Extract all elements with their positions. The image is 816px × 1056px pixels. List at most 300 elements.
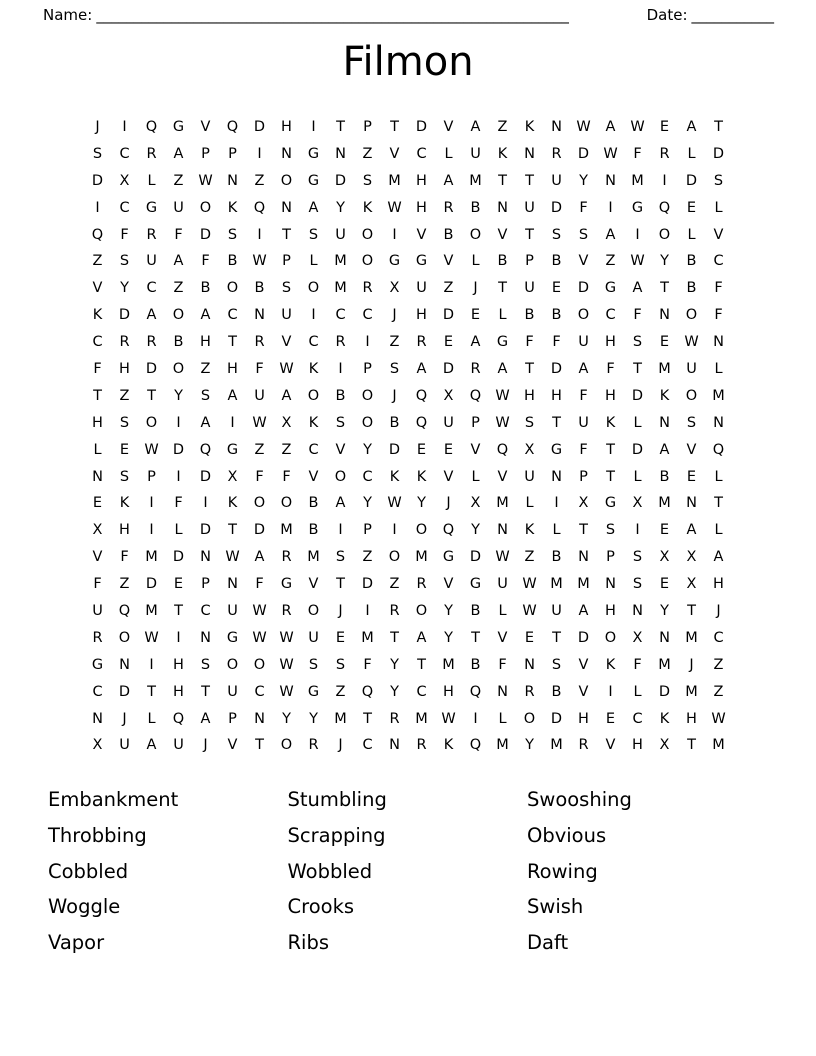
grid-letter: I: [176, 629, 181, 646]
grid-letter: R: [335, 334, 346, 351]
grid-letter: R: [119, 334, 130, 351]
grid-letter: M: [685, 683, 698, 700]
grid-letter: H: [605, 334, 616, 351]
grid-letter: W: [711, 710, 726, 727]
grid-letter: N: [551, 468, 562, 485]
grid-letter: D: [91, 172, 104, 189]
grid-letter: G: [496, 334, 509, 351]
grid-letter: C: [227, 307, 238, 324]
grid-letter: L: [687, 226, 696, 243]
grid-letter: C: [632, 710, 643, 727]
grid-letter: J: [122, 710, 127, 727]
grid-letter: S: [200, 387, 211, 404]
grid-letter: U: [524, 468, 535, 485]
grid-letter: P: [579, 468, 588, 485]
grid-letter: Y: [525, 737, 534, 754]
grid-letter: X: [227, 468, 238, 485]
grid-letter: A: [254, 549, 265, 566]
grid-letter: V: [443, 253, 454, 270]
grid-letter: Y: [444, 603, 453, 620]
grid-letter: I: [203, 495, 208, 512]
grid-letter: U: [227, 683, 238, 700]
grid-letter: A: [146, 737, 157, 754]
grid-letter: W: [630, 119, 645, 135]
grid-letter: F: [552, 334, 561, 351]
grid-letter: D: [415, 119, 428, 135]
grid-letter: M: [712, 737, 725, 754]
grid-letter: M: [685, 629, 698, 646]
grid-letter: N: [713, 414, 724, 431]
date-label: Date:: [646, 6, 688, 24]
grid-letter: B: [686, 280, 697, 297]
grid-letter: M: [658, 361, 671, 378]
grid-letter: Y: [120, 280, 129, 297]
grid-letter: H: [119, 361, 130, 378]
grid-letter: R: [578, 737, 589, 754]
grid-letter: W: [387, 199, 402, 216]
grid-letter: A: [200, 710, 211, 727]
grid-letter: M: [145, 549, 158, 566]
grid-letter: W: [144, 629, 159, 646]
grid-letter: Q: [199, 441, 212, 458]
grid-letter: R: [389, 603, 400, 620]
name-label: Name:: [43, 6, 93, 24]
grid-letter: Z: [335, 683, 346, 700]
grid-letter: U: [146, 253, 157, 270]
grid-letter: A: [497, 361, 508, 378]
grid-letter: M: [361, 629, 374, 646]
grid-row: [84, 302, 732, 329]
grid-letter: V: [497, 629, 508, 646]
word-item: Throbbing: [48, 824, 147, 848]
grid-row: [84, 625, 732, 652]
grid-letter: R: [659, 145, 670, 162]
grid-letter: T: [525, 361, 534, 378]
grid-letter: T: [255, 737, 264, 754]
grid-letter: Y: [309, 710, 318, 727]
grid-letter: J: [716, 603, 721, 620]
word-item: Vapor: [48, 931, 105, 955]
grid-letter: T: [336, 119, 345, 135]
grid-letter: T: [147, 387, 156, 404]
word-item: Stumbling: [287, 788, 387, 812]
grid-letter: N: [200, 629, 211, 646]
grid-letter: D: [118, 307, 131, 324]
grid-letter: Q: [415, 414, 428, 431]
grid-letter: Y: [390, 683, 399, 700]
grid-letter: C: [713, 253, 724, 270]
grid-letter: W: [495, 549, 510, 566]
grid-letter: A: [416, 361, 427, 378]
grid-letter: M: [496, 737, 509, 754]
grid-letter: G: [631, 199, 644, 216]
grid-letter: X: [281, 414, 292, 431]
grid-letter: S: [605, 522, 616, 539]
grid-letter: E: [659, 522, 670, 539]
word-grid: [84, 114, 732, 759]
grid-letter: J: [392, 307, 397, 324]
grid-letter: U: [254, 387, 265, 404]
grid-letter: P: [228, 145, 237, 162]
grid-letter: G: [604, 495, 617, 512]
grid-letter: Y: [417, 495, 426, 512]
grid-letter: M: [577, 576, 590, 593]
grid-letter: T: [498, 172, 507, 189]
grid-letter: Q: [712, 441, 725, 458]
grid-letter: O: [361, 253, 374, 270]
grid-letter: E: [173, 576, 184, 593]
grid-letter: V: [281, 334, 292, 351]
grid-letter: L: [498, 603, 507, 620]
grid-letter: L: [552, 522, 561, 539]
grid-letter: O: [307, 387, 320, 404]
grid-letter: M: [712, 387, 725, 404]
grid-letter: F: [714, 280, 723, 297]
grid-letter: D: [631, 387, 644, 404]
grid-letter: S: [632, 576, 643, 593]
grid-letter: Q: [91, 226, 104, 243]
grid-letter: B: [254, 280, 265, 297]
grid-letter: B: [470, 603, 481, 620]
grid-letter: Q: [118, 603, 131, 620]
grid-letter: G: [172, 119, 185, 135]
grid-letter: L: [147, 710, 156, 727]
grid-letter: I: [392, 522, 397, 539]
grid-letter: M: [334, 280, 347, 297]
grid-letter: U: [524, 199, 535, 216]
grid-letter: H: [173, 683, 184, 700]
grid-letter: S: [551, 226, 562, 243]
grid-letter: G: [415, 253, 428, 270]
grid-letter: S: [200, 656, 211, 673]
grid-letter: W: [279, 361, 294, 378]
grid-letter: R: [308, 737, 319, 754]
grid-letter: O: [361, 226, 374, 243]
grid-letter: H: [281, 119, 292, 135]
grid-letter: I: [257, 226, 262, 243]
grid-letter: W: [603, 145, 618, 162]
grid-letter: P: [201, 576, 210, 593]
grid-letter: B: [335, 387, 346, 404]
grid-letter: D: [658, 683, 671, 700]
grid-letter: G: [307, 172, 320, 189]
grid-letter: M: [388, 172, 401, 189]
grid-letter: Z: [443, 280, 454, 297]
grid-letter: A: [335, 495, 346, 512]
grid-letter: T: [174, 603, 183, 620]
grid-letter: P: [201, 145, 210, 162]
grid-letter: O: [253, 495, 266, 512]
grid-letter: E: [335, 629, 346, 646]
grid-row: [84, 437, 732, 464]
grid-letter: I: [662, 172, 667, 189]
grid-letter: Y: [579, 172, 588, 189]
grid-letter: N: [254, 307, 265, 324]
grid-letter: O: [361, 387, 374, 404]
grid-letter: F: [579, 387, 588, 404]
grid-letter: B: [470, 199, 481, 216]
word-list: [48, 782, 816, 961]
grid-letter: G: [388, 253, 401, 270]
grid-letter: M: [550, 576, 563, 593]
grid-row: [84, 544, 732, 571]
grid-letter: V: [497, 468, 508, 485]
grid-letter: O: [685, 387, 698, 404]
grid-letter: K: [227, 199, 238, 216]
grid-letter: U: [578, 334, 589, 351]
grid-letter: D: [253, 522, 266, 539]
grid-letter: V: [578, 683, 589, 700]
grid-letter: J: [392, 387, 397, 404]
word-item: Wobbled: [287, 859, 373, 883]
grid-letter: W: [495, 387, 510, 404]
grid-letter: F: [633, 307, 642, 324]
grid-letter: Q: [361, 683, 374, 700]
grid-letter: M: [496, 495, 509, 512]
grid-letter: Z: [389, 576, 400, 593]
grid-letter: X: [524, 441, 535, 458]
grid-letter: M: [307, 549, 320, 566]
grid-letter: H: [173, 656, 184, 673]
grid-letter: O: [280, 737, 293, 754]
grid-letter: Z: [362, 145, 373, 162]
grid-letter: S: [119, 468, 130, 485]
grid-letter: T: [552, 414, 561, 431]
grid-letter: E: [659, 119, 670, 135]
grid-letter: X: [659, 549, 670, 566]
grid-letter: A: [578, 603, 589, 620]
grid-letter: R: [551, 145, 562, 162]
grid-letter: W: [198, 172, 213, 189]
grid-letter: D: [118, 683, 131, 700]
grid-row: [84, 383, 732, 410]
grid-letter: K: [92, 307, 103, 324]
grid-letter: R: [281, 603, 292, 620]
grid-letter: U: [551, 172, 562, 189]
grid-letter: W: [279, 683, 294, 700]
grid-letter: Z: [173, 172, 184, 189]
grid-row: [84, 195, 732, 222]
grid-letter: A: [632, 280, 643, 297]
grid-letter: U: [173, 737, 184, 754]
grid-letter: L: [687, 145, 696, 162]
grid-letter: X: [119, 172, 130, 189]
grid-letter: U: [578, 414, 589, 431]
grid-row: [84, 168, 732, 195]
grid-letter: S: [281, 280, 292, 297]
grid-letter: K: [605, 656, 616, 673]
grid-letter: M: [280, 522, 293, 539]
grid-letter: T: [687, 737, 696, 754]
grid-letter: H: [416, 307, 427, 324]
grid-letter: H: [524, 387, 535, 404]
grid-letter: E: [443, 441, 454, 458]
grid-letter: P: [228, 710, 237, 727]
grid-letter: T: [417, 656, 426, 673]
grid-letter: Y: [444, 629, 453, 646]
word-item: Swooshing: [527, 788, 632, 812]
grid-letter: S: [551, 656, 562, 673]
grid-letter: O: [685, 307, 698, 324]
grid-letter: S: [308, 656, 319, 673]
grid-letter: L: [714, 522, 723, 539]
grid-letter: O: [280, 495, 293, 512]
grid-letter: C: [713, 629, 724, 646]
grid-letter: Q: [469, 737, 482, 754]
grid-letter: X: [470, 495, 481, 512]
grid-letter: N: [605, 172, 616, 189]
grid-letter: Y: [282, 710, 291, 727]
grid-letter: N: [632, 603, 643, 620]
grid-letter: S: [686, 414, 697, 431]
grid-letter: I: [149, 656, 154, 673]
grid-letter: U: [173, 199, 184, 216]
grid-letter: F: [174, 226, 183, 243]
grid-letter: R: [362, 280, 373, 297]
grid-letter: T: [282, 226, 291, 243]
grid-letter: I: [365, 334, 370, 351]
grid-letter: L: [174, 522, 183, 539]
grid-letter: C: [362, 468, 373, 485]
grid-letter: M: [658, 656, 671, 673]
grid-letter: N: [335, 145, 346, 162]
grid-letter: R: [146, 145, 157, 162]
grid-letter: P: [606, 549, 615, 566]
grid-letter: S: [92, 145, 103, 162]
grid-letter: W: [252, 629, 267, 646]
grid-letter: R: [416, 334, 427, 351]
grid-letter: V: [686, 441, 697, 458]
puzzle-title: Filmon: [342, 39, 474, 85]
grid-letter: M: [658, 495, 671, 512]
grid-letter: F: [714, 307, 723, 324]
grid-letter: P: [525, 253, 534, 270]
grid-row: [84, 141, 732, 168]
grid-letter: T: [525, 172, 534, 189]
grid-letter: F: [255, 361, 264, 378]
grid-letter: N: [281, 199, 292, 216]
grid-letter: A: [686, 119, 697, 135]
grid-letter: G: [226, 441, 239, 458]
grid-letter: O: [307, 280, 320, 297]
grid-letter: R: [416, 737, 427, 754]
grid-letter: R: [146, 226, 157, 243]
grid-letter: D: [577, 629, 590, 646]
grid-letter: E: [659, 334, 670, 351]
grid-letter: G: [442, 549, 455, 566]
grid-letter: I: [608, 683, 613, 700]
grid-letter: W: [144, 441, 159, 458]
grid-letter: D: [145, 576, 158, 593]
grid-letter: Y: [660, 603, 669, 620]
grid-letter: A: [173, 145, 184, 162]
grid-letter: N: [605, 576, 616, 593]
grid-letter: A: [227, 387, 238, 404]
grid-letter: B: [659, 468, 670, 485]
grid-letter: D: [577, 280, 590, 297]
grid-letter: I: [176, 468, 181, 485]
grid-letter: Z: [605, 253, 616, 270]
grid-letter: R: [470, 361, 481, 378]
grid-letter: X: [578, 495, 589, 512]
grid-row: [84, 652, 732, 679]
grid-letter: L: [498, 710, 507, 727]
grid-letter: D: [550, 361, 563, 378]
grid-letter: Z: [254, 172, 265, 189]
grid-letter: O: [523, 710, 536, 727]
grid-letter: Z: [254, 441, 265, 458]
grid-letter: V: [200, 119, 211, 135]
grid-letter: F: [120, 549, 129, 566]
grid-letter: A: [578, 361, 589, 378]
grid-letter: T: [363, 710, 372, 727]
name-field: [43, 5, 569, 25]
grid-letter: L: [714, 361, 723, 378]
grid-letter: A: [713, 549, 724, 566]
grid-letter: I: [176, 414, 181, 431]
grid-letter: K: [362, 199, 373, 216]
word-column: [288, 782, 528, 961]
grid-letter: K: [524, 522, 535, 539]
grid-letter: C: [362, 737, 373, 754]
grid-letter: F: [255, 468, 264, 485]
grid-letter: D: [172, 441, 185, 458]
grid-letter: N: [281, 145, 292, 162]
grid-letter: S: [308, 226, 319, 243]
grid-letter: V: [389, 145, 400, 162]
word-item: Obvious: [527, 824, 607, 848]
grid-letter: H: [443, 683, 454, 700]
grid-row: [84, 706, 732, 733]
grid-letter: F: [363, 656, 372, 673]
grid-letter: L: [633, 468, 642, 485]
grid-letter: A: [308, 199, 319, 216]
grid-letter: F: [579, 441, 588, 458]
grid-letter: V: [227, 737, 238, 754]
grid-letter: T: [390, 629, 399, 646]
grid-letter: B: [227, 253, 238, 270]
grid-letter: U: [119, 737, 130, 754]
grid-letter: Y: [471, 522, 480, 539]
grid-row: [84, 410, 732, 437]
grid-letter: J: [689, 656, 694, 673]
grid-letter: O: [280, 172, 293, 189]
grid-letter: H: [416, 199, 427, 216]
grid-letter: Q: [172, 710, 185, 727]
worksheet-header: [0, 0, 816, 25]
grid-letter: H: [605, 387, 616, 404]
grid-letter: Z: [713, 656, 724, 673]
grid-letter: N: [497, 522, 508, 539]
date-field: [647, 5, 774, 25]
grid-letter: T: [633, 361, 642, 378]
grid-letter: P: [147, 468, 156, 485]
grid-letter: B: [551, 253, 562, 270]
grid-letter: L: [633, 683, 642, 700]
grid-letter: D: [550, 199, 563, 216]
grid-letter: I: [338, 361, 343, 378]
grid-letter: K: [659, 710, 670, 727]
grid-letter: E: [659, 576, 670, 593]
grid-letter: N: [227, 576, 238, 593]
grid-letter: A: [146, 307, 157, 324]
grid-letter: O: [604, 629, 617, 646]
grid-letter: M: [469, 172, 482, 189]
grid-letter: V: [578, 656, 589, 673]
grid-letter: U: [92, 603, 103, 620]
grid-letter: V: [713, 226, 724, 243]
grid-letter: E: [416, 441, 427, 458]
